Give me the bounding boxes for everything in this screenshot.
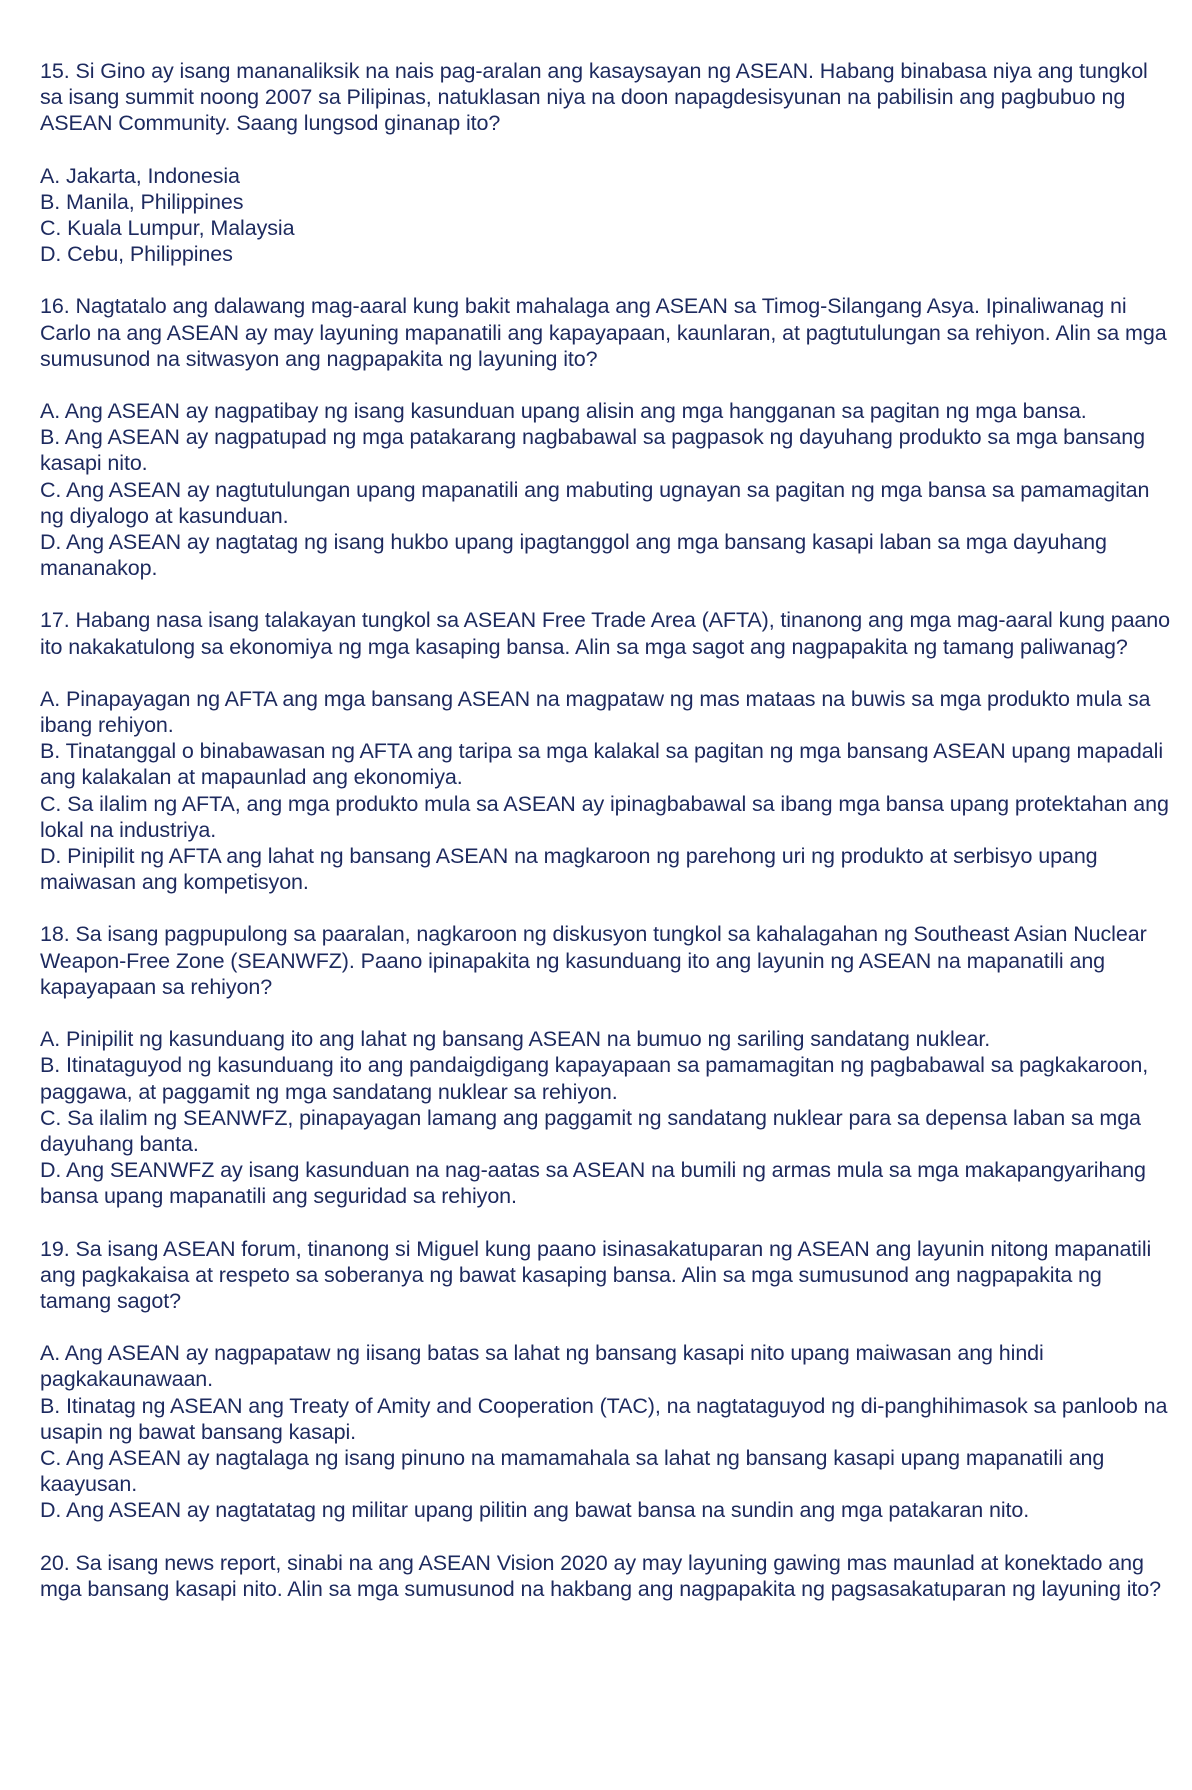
question-20: [40, 1550, 1170, 1602]
option-c: C. Sa ilalim ng SEANWFZ, pinapayagan lamang ang paggamit ng sandatang nuklear para sa depensa laban sa mga dayuhang banta.: [40, 1105, 1141, 1156]
worksheet-page: [40, 58, 1170, 1628]
option-b: B. Itinatag ng ASEAN ang Treaty of Amity and Cooperation (TAC), na nagtataguyod ng di-panghihimasok sa panloob na usapin ng bawat bansang kasapi.: [40, 1393, 1168, 1444]
question-18: [40, 921, 1170, 1209]
question-19: [40, 1236, 1170, 1524]
option-a: A. Ang ASEAN ay nagpapataw ng iisang batas sa lahat ng bansang kasapi nito upang maiwasan ang hindi pagkakaunawaan.: [40, 1341, 1044, 1392]
question-text: 16. Nagtatalo ang dalawang mag-aaral kung bakit mahalaga ang ASEAN sa Timog-Silangang Asya. Ipinaliwanag ni Carlo na ang ASEAN ay may layuning mapanatili ang kapayapaan, kaunlaran, at pagtutulungan sa rehiyon. Alin sa mga sumusunod na sitwasyon ang nagpapakita ng layuning ito?: [40, 294, 1167, 371]
question-text: 17. Habang nasa isang talakayan tungkol sa ASEAN Free Trade Area (AFTA), tinanong ang mga mag-aaral kung paano ito nakakatulong sa ekonomiya ng mga kasaping bansa. Alin sa mga sagot ang nagpapakita ng tamang paliwanag?: [40, 608, 1170, 659]
option-a: A. Pinapayagan ng AFTA ang mga bansang ASEAN na magpataw ng mas mataas na buwis sa mga produkto mula sa ibang rehiyon.: [40, 686, 1151, 738]
question-text: 18. Sa isang pagpupulong sa paaralan, nagkaroon ng diskusyon tungkol sa kahalagahan ng Southeast Asian Nuclear Weapon-Free Zone (SEANWFZ). Paano ipinapakita ng kasunduang ito ang layunin ng ASEAN na mapanatili ang kapayapaan sa rehiyon?: [40, 922, 1147, 999]
question-text: 19. Sa isang ASEAN forum, tinanong si Miguel kung paano isinasakatuparan ng ASEAN ang layunin nitong mapanatili ang pagkakaisa at respeto sa soberanya ng bawat kasaping bansa. Alin sa mga sumusunod ang nagpapakita ng tamang sagot?: [40, 1236, 1152, 1313]
option-b: B. Itinataguyod ng kasunduang ito ang pandaigdigang kapayapaan sa pamamagitan ng pagbabawal sa pagkakaroon, paggawa, at paggamit ng mga sandatang nuklear sa rehiyon.: [40, 1053, 1149, 1104]
option-b: B. Tinatanggal o binabawasan ng AFTA ang taripa sa mga kalakal sa pagitan ng mga bansang ASEAN upang mapadali ang kalakalan at mapaunlad ang ekonomiya.: [40, 739, 1163, 790]
question-text: 20. Sa isang news report, sinabi na ang ASEAN Vision 2020 ay may layuning gawing mas maunlad at konektado ang mga bansang kasapi nito. Alin sa mga sumusunod na hakbang ang nagpapakita ng pagsasakatuparan ng layuning ito?: [40, 1550, 1161, 1601]
option-d: D. Ang SEANWFZ ay isang kasunduan na nag-aatas sa ASEAN na bumili ng armas mula sa mga makapangyarihang bansa upang mapanatili ang seguridad sa rehiyon.: [40, 1158, 1146, 1209]
option-c: C. Ang ASEAN ay nagtutulungan upang mapanatili ang mabuting ugnayan sa pagitan ng mga bansa sa pamamagitan ng diyalogo at kasunduan.: [40, 477, 1150, 528]
option-c: C. Kuala Lumpur, Malaysia: [40, 216, 295, 241]
option-d: D. Pinipilit ng AFTA ang lahat ng bansang ASEAN na magkaroon ng parehong uri ng produkto at serbisyo upang maiwasan ang kompetisyon.: [40, 844, 1098, 895]
option-c: C. Ang ASEAN ay nagtalaga ng isang pinuno na mamamahala sa lahat ng bansang kasapi upang mapanatili ang kaayusan.: [40, 1445, 1105, 1497]
option-a: A. Ang ASEAN ay nagpatibay ng isang kasunduan upang alisin ang mga hangganan sa pagitan ng mga bansa.: [40, 399, 1087, 424]
question-text: 15. Si Gino ay isang mananaliksik na nais pag-aralan ang kasaysayan ng ASEAN. Habang binabasa niya ang tungkol sa isang summit noong 2007 sa Pilipinas, natuklasan niya na doon napagdesisyunan na pabilisin ang pagbubuo ng ASEAN Community. Saang lungsod ginanap ito?: [40, 59, 1148, 136]
option-d: D. Ang ASEAN ay nagtatatag ng militar upang pilitin ang bawat bansa na sundin ang mga patakaran nito.: [40, 1498, 1030, 1523]
option-a: A. Pinipilit ng kasunduang ito ang lahat ng bansang ASEAN na bumuo ng sariling sandatang nuklear.: [40, 1027, 991, 1052]
question-15: [40, 58, 1170, 267]
question-16: [40, 293, 1170, 581]
option-d: D. Ang ASEAN ay nagtatag ng isang hukbo upang ipagtanggol ang mga bansang kasapi laban sa mga dayuhang mananakop.: [40, 530, 1107, 581]
option-a: A. Jakarta, Indonesia: [40, 163, 240, 188]
option-b: B. Manila, Philippines: [40, 189, 244, 214]
question-17: [40, 607, 1170, 895]
option-c: C. Sa ilalim ng AFTA, ang mga produkto mula sa ASEAN ay ipinagbabawal sa ibang mga bansa upang protektahan ang lokal na industriya.: [40, 791, 1169, 842]
option-d: D. Cebu, Philippines: [40, 242, 233, 267]
option-b: B. Ang ASEAN ay nagpatupad ng mga patakarang nagbabawal sa pagpasok ng dayuhang produkto sa mga bansang kasapi nito.: [40, 425, 1145, 476]
